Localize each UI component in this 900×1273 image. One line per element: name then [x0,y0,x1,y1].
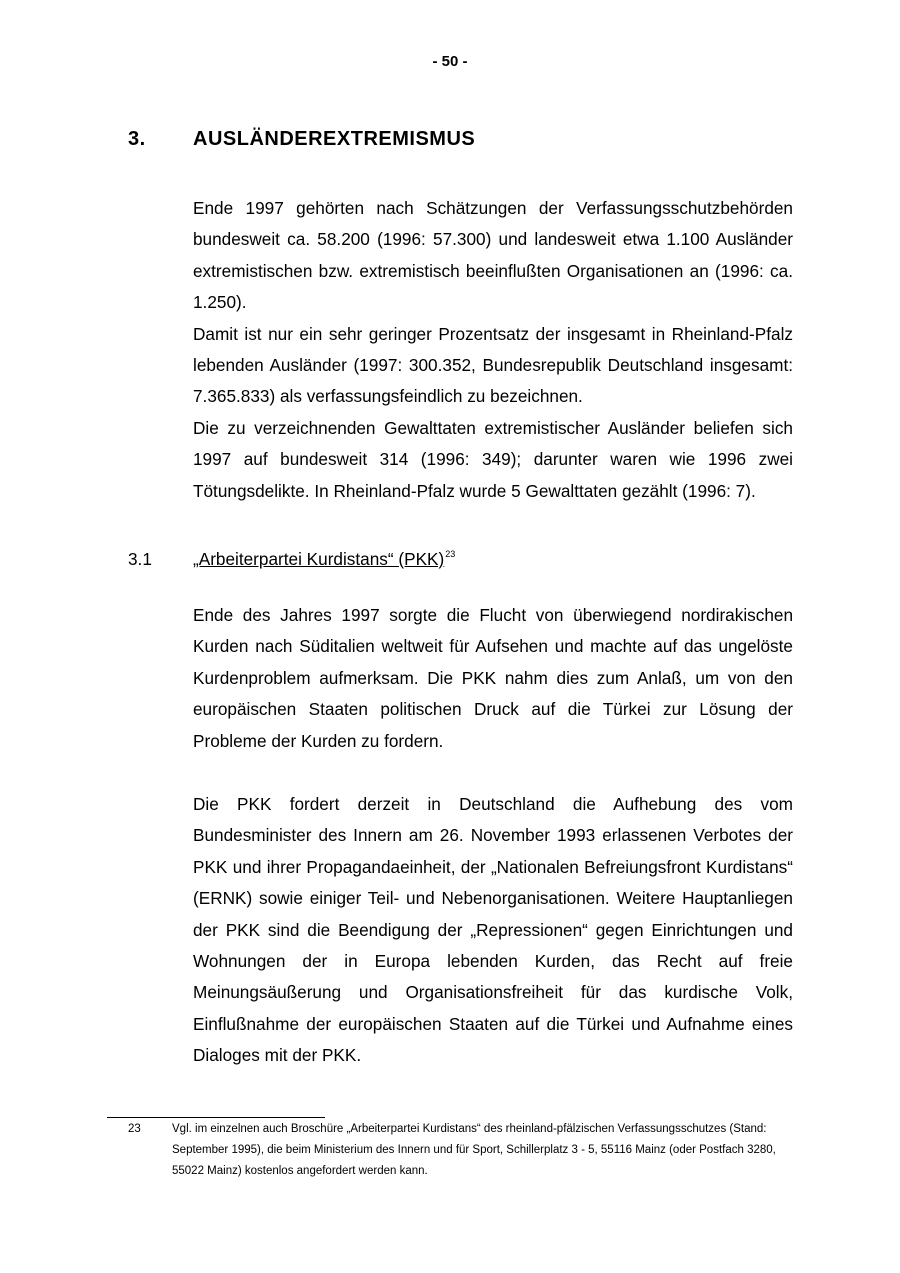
section-paragraph-1-block [193,600,793,757]
intro-text [193,193,793,507]
footnote [128,1119,808,1182]
page-number: - 50 - [432,53,468,70]
intro-paragraph-1: Ende 1997 gehörten nach Schätzungen der Verfassungsschutzbehörden bundesweit ca. 58.200 (1996: 57.300) und landesweit etwa 1.100 Ausländer extremistischen bzw. extremistisch beeinflußten Organisationen an (1996: ca. 1.250). [193,198,793,313]
footnote-number: 23 [128,1123,141,1135]
intro-paragraph-2: Damit ist nur ein sehr geringer Prozentsatz der insgesamt in Rheinland-Pfalz lebenden Ausländer (1997: 300.352, Bundesrepublik Deutschland insgesamt: 7.365.833) als verfassungsfeindlich zu bezeichnen. [193,323,793,407]
section-paragraph-1: Ende des Jahres 1997 sorgte die Flucht von überwiegend nordirakischen Kurden nach Süditalien weltweit für Aufsehen und machte auf das ungelöste Kurdenproblem aufmerksam. Die PKK nahm dies zum Anlaß, um von den europäischen Staaten politischen Druck auf die Türkei zur Lösung der Probleme der Kurden zu fordern. [193,605,793,751]
footnote-reference: 23 [445,549,456,559]
section-number: 3.1 [128,549,152,569]
section-title: „Arbeiterpartei Kurdistans“ (PKK) [193,549,445,569]
footnote-text: Vgl. im einzelnen auch Broschüre „Arbeiterpartei Kurdistans“ des rheinland-pfälzischen Verfassungsschutzes (Stand: September 1995), die beim Ministerium des Innern und für Sport, Schillerplatz 3 - 5, 55116 Mainz (oder Postfach 3280, 55022 Mainz) kostenlos angefordert werden kann. [172,1123,776,1177]
section-paragraph-2-block [193,789,793,1072]
chapter-number: 3. [128,128,146,150]
section-paragraph-2: Die PKK fordert derzeit in Deutschland die Aufhebung des vom Bundesminister des Innern am 26. November 1993 erlassenen Verbotes der PKK und ihrer Propagandaeinheit, der „Nationalen Befreiungsfront Kurdistans“ (ERNK) sowie einiger Teil- und Nebenorganisationen. Weitere Hauptanliegen der PKK sind die Beendigung der „Repressionen“ gegen Einrichtungen und Wohnungen der in Europa lebenden Kurden, das Recht auf freie Meinungsäußerung und Organisationsfreiheit für das kurdische Volk, Einflußnahme der europäischen Staaten auf die Türkei und Aufnahme eines Dialoges mit der PKK. [193,794,793,1066]
chapter-title: AUSLÄNDEREXTREMISMUS [193,128,476,150]
section-heading [128,539,455,575]
footnote-separator [107,1117,325,1118]
chapter-heading [128,128,475,151]
intro-paragraph-3: Die zu verzeichnenden Gewalttaten extremistischer Ausländer beliefen sich 1997 auf bundesweit 314 (1996: 349); darunter waren wie 1996 zwei Tötungsdelikte. In Rheinland-Pfalz wurde 5 Gewalttaten gezählt (1996: 7). [193,417,793,501]
